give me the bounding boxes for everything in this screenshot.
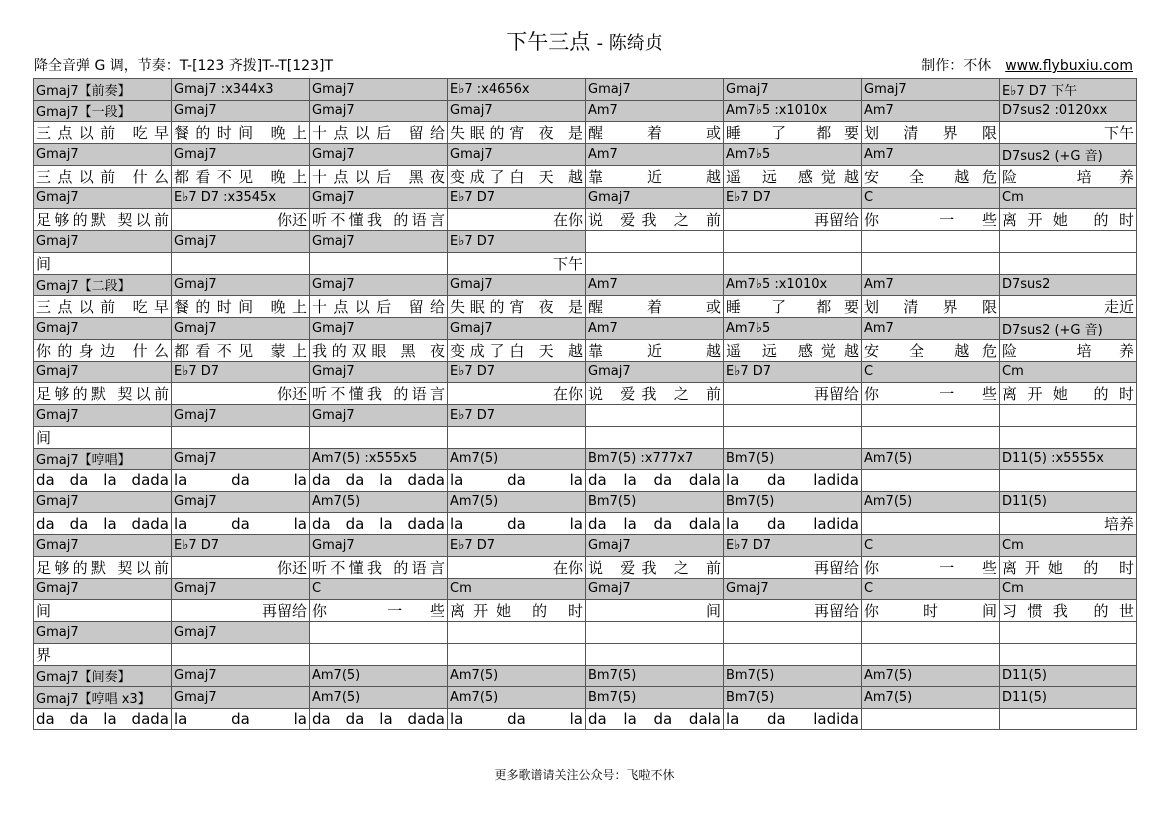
lyric-cell xyxy=(1000,252,1137,274)
chord-cell: Cm xyxy=(448,578,586,600)
lyric-cell: la da la xyxy=(172,513,310,535)
lyric-cell xyxy=(862,252,1000,274)
chord-cell: C xyxy=(862,578,1000,600)
lyric-cell: 界 xyxy=(34,643,172,665)
lyric-cell: 你 一些 xyxy=(310,600,448,622)
lyric-cell: 在你 xyxy=(448,209,586,231)
lyric-cell xyxy=(448,643,586,665)
chord-cell: Gmaj7 xyxy=(310,274,448,296)
lyric-cell: 餐的时间 晚上 xyxy=(172,296,310,318)
chord-cell: D7sus2 (+G 音) xyxy=(1000,144,1137,166)
chord-cell: Bm7(5) xyxy=(586,491,724,513)
chord-cell: E♭7 D7 下午 xyxy=(1000,79,1137,101)
lyric-cell: 遥 远 感觉越 xyxy=(724,339,862,361)
chord-cell: Gmaj7【二段】 xyxy=(34,274,172,296)
lyric-cell: 靠 近 越 xyxy=(586,339,724,361)
chord-cell: Gmaj7 xyxy=(172,448,310,470)
chord-cell: Gmaj7 xyxy=(586,535,724,557)
lyric-cell: 离开她 的 时 xyxy=(1000,556,1137,578)
chord-cell: C xyxy=(862,535,1000,557)
chord-cell xyxy=(724,405,862,427)
lyric-cell: 再留给 xyxy=(724,209,862,231)
lyric-cell: la da la xyxy=(448,513,586,535)
chord-cell: E♭7 D7 :x3545x xyxy=(172,187,310,209)
lyric-cell xyxy=(724,426,862,448)
lyric-cell: 再留给 xyxy=(172,600,310,622)
chord-cell: Gmaj7 xyxy=(172,405,310,427)
chord-row xyxy=(34,448,1137,470)
chord-cell: Gmaj7 xyxy=(448,274,586,296)
chord-row xyxy=(34,274,1137,296)
chord-cell: Gmaj7 xyxy=(586,187,724,209)
chord-cell: E♭7 D7 xyxy=(448,405,586,427)
lyric-cell: 十点以后 留给 xyxy=(310,296,448,318)
chord-row xyxy=(34,79,1137,101)
chord-cell: E♭7 :x4656x xyxy=(448,79,586,101)
chord-cell: Am7(5) xyxy=(310,491,448,513)
chord-cell: Gmaj7 xyxy=(34,578,172,600)
lyric-cell: 足够的默 契以前 xyxy=(34,209,172,231)
lyric-cell: 听不懂我 的语言 xyxy=(310,383,448,405)
lyric-cell: da la da dala xyxy=(586,708,724,730)
lyric-cell: da da la dada xyxy=(310,470,448,492)
chord-cell xyxy=(586,622,724,644)
chord-cell: Gmaj7 xyxy=(172,100,310,122)
lyric-cell: 听不懂我 的语言 xyxy=(310,209,448,231)
lyric-row xyxy=(34,708,1137,730)
lyric-cell: 安 全 越危 xyxy=(862,165,1000,187)
chord-cell: Gmaj7 :x344x3 xyxy=(172,79,310,101)
chord-cell: Gmaj7【一段】 xyxy=(34,100,172,122)
lyric-cell: 你还 xyxy=(172,209,310,231)
lyric-cell: 划 清 界 限 xyxy=(862,122,1000,144)
chord-cell xyxy=(724,622,862,644)
lyric-cell: 离开她 的 时 xyxy=(448,600,586,622)
lyric-cell: 说 爱我 之 前 xyxy=(586,383,724,405)
chord-cell: Gmaj7 xyxy=(172,231,310,253)
footer-note: 更多歌谱请关注公众号：飞啦不休 xyxy=(494,768,675,782)
chord-cell: Am7(5) xyxy=(448,687,586,709)
chord-row xyxy=(34,100,1137,122)
chord-cell: Bm7(5) xyxy=(724,448,862,470)
chord-cell: D7sus2 (+G 音) xyxy=(1000,318,1137,340)
lyric-row xyxy=(34,643,1137,665)
song-title xyxy=(0,26,1169,56)
lyric-cell xyxy=(724,643,862,665)
chord-cell: Am7♭5 :x1010x xyxy=(724,100,862,122)
lyric-cell: 你还 xyxy=(172,383,310,405)
chord-cell: Am7(5) xyxy=(862,448,1000,470)
lyric-row xyxy=(34,556,1137,578)
chord-cell: Am7 xyxy=(862,318,1000,340)
chord-row xyxy=(34,622,1137,644)
lyric-cell: 间 xyxy=(34,600,172,622)
chord-cell xyxy=(586,405,724,427)
lyric-cell xyxy=(1000,426,1137,448)
lyric-cell: la da ladida xyxy=(724,708,862,730)
chord-cell: Gmaj7 xyxy=(172,274,310,296)
lyric-cell xyxy=(1000,643,1137,665)
lyric-cell: 三点以前 吃早 xyxy=(34,296,172,318)
chord-cell: Gmaj7【哼唱 x3】 xyxy=(34,687,172,709)
chord-cell: Gmaj7 xyxy=(724,79,862,101)
lyric-row xyxy=(34,209,1137,231)
chord-cell: Am7♭5 xyxy=(724,144,862,166)
lyric-cell: 失眠的宵 夜 是 xyxy=(448,122,586,144)
chord-cell: Gmaj7 xyxy=(448,100,586,122)
lyric-cell: 听不懂我 的语言 xyxy=(310,556,448,578)
chord-cell: Gmaj7 xyxy=(724,578,862,600)
lyric-cell: 靠 近 越 xyxy=(586,165,724,187)
chord-cell: Am7 xyxy=(586,318,724,340)
lyric-cell: 间 xyxy=(34,252,172,274)
chord-cell: Cm xyxy=(1000,187,1137,209)
chord-cell: E♭7 D7 xyxy=(448,187,586,209)
chord-cell: Gmaj7 xyxy=(172,622,310,644)
lyric-cell xyxy=(172,252,310,274)
chord-cell: D11(5) xyxy=(1000,665,1137,687)
chord-cell: E♭7 D7 xyxy=(724,187,862,209)
lyric-cell: 你还 xyxy=(172,556,310,578)
chord-row xyxy=(34,361,1137,383)
chord-cell: Gmaj7 xyxy=(310,79,448,101)
lyric-cell: 险 培养 xyxy=(1000,165,1137,187)
lyric-cell xyxy=(862,513,1000,535)
chord-cell: Am7 xyxy=(862,274,1000,296)
chord-cell: E♭7 D7 xyxy=(724,361,862,383)
lyric-cell: 你的身边 什么 xyxy=(34,339,172,361)
lyric-cell: 都看不见 晚上 xyxy=(172,165,310,187)
chord-cell: Am7(5) xyxy=(448,448,586,470)
chord-cell: Am7 xyxy=(586,274,724,296)
chord-cell xyxy=(724,231,862,253)
chord-cell xyxy=(862,231,1000,253)
lyric-cell xyxy=(1000,708,1137,730)
lyric-cell: da da la dada xyxy=(310,708,448,730)
chord-cell: E♭7 D7 xyxy=(172,535,310,557)
lyric-row xyxy=(34,296,1137,318)
chord-cell: Gmaj7 xyxy=(34,144,172,166)
lyric-row xyxy=(34,339,1137,361)
lyric-cell: 都看不见 蒙上 xyxy=(172,339,310,361)
lyric-cell: 走近 xyxy=(1000,296,1137,318)
chord-row xyxy=(34,231,1137,253)
chord-cell: Gmaj7 xyxy=(448,144,586,166)
lyric-cell: 险 培养 xyxy=(1000,339,1137,361)
chord-cell xyxy=(310,622,448,644)
lyric-cell: 再留给 xyxy=(724,383,862,405)
chord-cell: Gmaj7【哼唱】 xyxy=(34,448,172,470)
lyric-cell: 划 清 界 限 xyxy=(862,296,1000,318)
lyric-cell: 离开她 的时 xyxy=(1000,383,1137,405)
chord-cell: E♭7 D7 xyxy=(172,361,310,383)
title-text: 下午三点 xyxy=(506,30,591,54)
chord-cell: Am7 xyxy=(862,100,1000,122)
lyric-cell: la da la xyxy=(448,470,586,492)
chord-cell: Bm7(5) xyxy=(724,491,862,513)
chord-cell: C xyxy=(862,187,1000,209)
lyric-cell: 间 xyxy=(34,426,172,448)
chord-cell xyxy=(1000,231,1137,253)
chord-cell: Gmaj7 xyxy=(310,405,448,427)
lyric-cell: da da la dada xyxy=(34,708,172,730)
lyric-cell xyxy=(448,426,586,448)
lyric-cell: 下午 xyxy=(1000,122,1137,144)
chord-row xyxy=(34,405,1137,427)
chord-cell: Gmaj7 xyxy=(172,578,310,600)
chord-cell: D7sus2 xyxy=(1000,274,1137,296)
chord-cell: Am7♭5 :x1010x xyxy=(724,274,862,296)
lyric-cell xyxy=(586,426,724,448)
lyric-row xyxy=(34,600,1137,622)
lyric-cell: 你 一些 xyxy=(862,383,1000,405)
chord-cell: E♭7 D7 xyxy=(448,361,586,383)
chord-cell: Am7(5) xyxy=(310,665,448,687)
lyric-cell: 失眠的宵 夜 是 xyxy=(448,296,586,318)
chord-cell: C xyxy=(310,578,448,600)
chord-cell: Cm xyxy=(1000,535,1137,557)
lyric-cell: 遥 远 感觉越 xyxy=(724,165,862,187)
author-credit: 制作：不休 xyxy=(921,58,992,74)
chord-cell: Am7(5) xyxy=(448,491,586,513)
chord-cell: Gmaj7 xyxy=(586,361,724,383)
lyric-cell: 变成了白 天 越 xyxy=(448,165,586,187)
lyric-cell: 餐的时间 晚上 xyxy=(172,122,310,144)
chord-cell: Bm7(5) xyxy=(724,687,862,709)
chord-cell xyxy=(862,405,1000,427)
lyric-row xyxy=(34,252,1137,274)
lyric-cell: 足够的默 契以前 xyxy=(34,383,172,405)
lyric-row xyxy=(34,470,1137,492)
chord-row xyxy=(34,687,1137,709)
lyric-cell: 三点以前 吃早 xyxy=(34,122,172,144)
lyric-cell: 培养 xyxy=(1000,513,1137,535)
chord-cell: Am7 xyxy=(586,144,724,166)
lyric-cell: 变成了白 天 越 xyxy=(448,339,586,361)
lyric-cell: 说 爱我 之 前 xyxy=(586,556,724,578)
chord-cell: Am7 xyxy=(862,144,1000,166)
chord-row xyxy=(34,578,1137,600)
chord-cell xyxy=(1000,405,1137,427)
lyric-cell: da da la dada xyxy=(34,470,172,492)
chord-cell: Am7(5) xyxy=(862,491,1000,513)
lyric-cell: 睡 了 都要 xyxy=(724,296,862,318)
chord-lyric-sheet xyxy=(33,78,1137,730)
lyric-cell: da la da dala xyxy=(586,470,724,492)
lyric-cell: 十点以后 黑夜 xyxy=(310,165,448,187)
lyric-cell xyxy=(310,426,448,448)
lyric-row xyxy=(34,122,1137,144)
chord-cell: Gmaj7 xyxy=(34,622,172,644)
lyric-cell: 三点以前 什么 xyxy=(34,165,172,187)
lyric-cell: 说 爱我 之 前 xyxy=(586,209,724,231)
lyric-cell xyxy=(586,643,724,665)
lyric-cell xyxy=(172,426,310,448)
chord-cell: Bm7(5) :x777x7 xyxy=(586,448,724,470)
lyric-cell: 醒 着 或 xyxy=(586,296,724,318)
lyric-cell: 习惯我 的世 xyxy=(1000,600,1137,622)
lyric-cell: 再留给 xyxy=(724,600,862,622)
lyric-cell: la da ladida xyxy=(724,513,862,535)
lyric-cell: 离开她 的时 xyxy=(1000,209,1137,231)
lyric-cell: la da la xyxy=(448,708,586,730)
lyric-cell xyxy=(172,643,310,665)
website-link[interactable]: www.flybuxiu.com xyxy=(1005,58,1133,74)
lyric-cell: 你 一些 xyxy=(862,209,1000,231)
chord-cell: Bm7(5) xyxy=(586,687,724,709)
lyric-cell: 间 xyxy=(586,600,724,622)
chord-cell: Gmaj7 xyxy=(172,491,310,513)
chord-cell: C xyxy=(862,361,1000,383)
lyric-cell: la da ladida xyxy=(724,470,862,492)
chord-row xyxy=(34,491,1137,513)
chord-cell: Gmaj7 xyxy=(586,79,724,101)
lyric-cell: 在你 xyxy=(448,556,586,578)
chord-cell: Am7(5) xyxy=(862,687,1000,709)
chord-cell: Gmaj7 xyxy=(862,79,1000,101)
chord-cell: Gmaj7【间奏】 xyxy=(34,665,172,687)
key-and-rhythm-info: 降全音弹 G 调，节奏：T-[123 齐拨]T--T[123]T xyxy=(34,58,333,74)
chord-cell: Am7(5) xyxy=(448,665,586,687)
lyric-cell: da la da dala xyxy=(586,513,724,535)
chord-row xyxy=(34,187,1137,209)
chord-cell: Am7 xyxy=(586,100,724,122)
chord-cell: E♭7 D7 xyxy=(724,535,862,557)
lyric-cell xyxy=(586,252,724,274)
lyric-cell xyxy=(310,643,448,665)
chord-cell: Gmaj7 xyxy=(34,231,172,253)
lyric-cell: 下午 xyxy=(448,252,586,274)
lyric-cell xyxy=(862,643,1000,665)
chord-cell: Am7♭5 xyxy=(724,318,862,340)
lyric-cell xyxy=(862,470,1000,492)
lyric-cell xyxy=(724,252,862,274)
lyric-cell: 你 一些 xyxy=(862,556,1000,578)
chord-cell xyxy=(862,622,1000,644)
lyric-row xyxy=(34,513,1137,535)
lyric-row xyxy=(34,383,1137,405)
chord-cell: Gmaj7 xyxy=(310,318,448,340)
chord-cell: D7sus2 :0120xx xyxy=(1000,100,1137,122)
lyric-cell: 我的双眼 黑 夜 xyxy=(310,339,448,361)
chord-cell: Am7(5) xyxy=(862,665,1000,687)
chord-cell: Gmaj7 xyxy=(172,318,310,340)
chord-cell: Gmaj7【前奏】 xyxy=(34,79,172,101)
chord-cell: Gmaj7 xyxy=(34,491,172,513)
chord-cell: D11(5) :x5555x xyxy=(1000,448,1137,470)
chord-cell: Gmaj7 xyxy=(34,405,172,427)
chord-cell: Am7(5) :x555x5 xyxy=(310,448,448,470)
chord-cell: Gmaj7 xyxy=(448,318,586,340)
lyric-cell: 睡 了 都要 xyxy=(724,122,862,144)
lyric-cell xyxy=(1000,470,1137,492)
chord-cell: Gmaj7 xyxy=(172,144,310,166)
chord-cell: Gmaj7 xyxy=(34,535,172,557)
chord-cell: E♭7 D7 xyxy=(448,231,586,253)
chord-cell: Cm xyxy=(1000,361,1137,383)
artist-text: - 陈绮贞 xyxy=(596,33,663,54)
chord-cell xyxy=(586,231,724,253)
chord-cell: E♭7 D7 xyxy=(448,535,586,557)
chord-cell: Gmaj7 xyxy=(310,535,448,557)
chord-cell: Am7(5) xyxy=(310,687,448,709)
lyric-cell: 醒 着 或 xyxy=(586,122,724,144)
lyric-cell: 你 时 间 xyxy=(862,600,1000,622)
lyric-cell: da da la dada xyxy=(34,513,172,535)
chord-cell: Gmaj7 xyxy=(310,100,448,122)
chord-cell: Gmaj7 xyxy=(172,687,310,709)
lyric-cell: la da la xyxy=(172,470,310,492)
chord-cell: Cm xyxy=(1000,578,1137,600)
credit-block xyxy=(921,55,1133,75)
lyric-cell: 再留给 xyxy=(724,556,862,578)
chord-cell: Gmaj7 xyxy=(34,318,172,340)
lyric-cell: 在你 xyxy=(448,383,586,405)
chord-row xyxy=(34,144,1137,166)
chord-cell: D11(5) xyxy=(1000,491,1137,513)
chord-row xyxy=(34,318,1137,340)
chord-cell: Gmaj7 xyxy=(34,187,172,209)
chord-cell xyxy=(1000,622,1137,644)
lyric-row xyxy=(34,165,1137,187)
chord-cell: Gmaj7 xyxy=(310,361,448,383)
chord-cell: Gmaj7 xyxy=(310,231,448,253)
lyric-cell: 十点以后 留给 xyxy=(310,122,448,144)
lyric-cell: 足够的默 契以前 xyxy=(34,556,172,578)
lyric-cell: la da la xyxy=(172,708,310,730)
chord-row xyxy=(34,665,1137,687)
chord-cell: Gmaj7 xyxy=(310,187,448,209)
chord-cell: Gmaj7 xyxy=(586,578,724,600)
lyric-cell: da da la dada xyxy=(310,513,448,535)
chord-cell: Gmaj7 xyxy=(310,144,448,166)
chord-cell: Gmaj7 xyxy=(172,665,310,687)
chord-cell: Gmaj7 xyxy=(34,361,172,383)
lyric-cell xyxy=(310,252,448,274)
chord-cell: D11(5) xyxy=(1000,687,1137,709)
lyric-cell: 安 全 越危 xyxy=(862,339,1000,361)
chord-cell: Bm7(5) xyxy=(586,665,724,687)
lyric-cell xyxy=(862,708,1000,730)
chord-cell: Bm7(5) xyxy=(724,665,862,687)
lyric-cell xyxy=(862,426,1000,448)
chord-row xyxy=(34,535,1137,557)
chord-cell xyxy=(448,622,586,644)
lyric-row xyxy=(34,426,1137,448)
